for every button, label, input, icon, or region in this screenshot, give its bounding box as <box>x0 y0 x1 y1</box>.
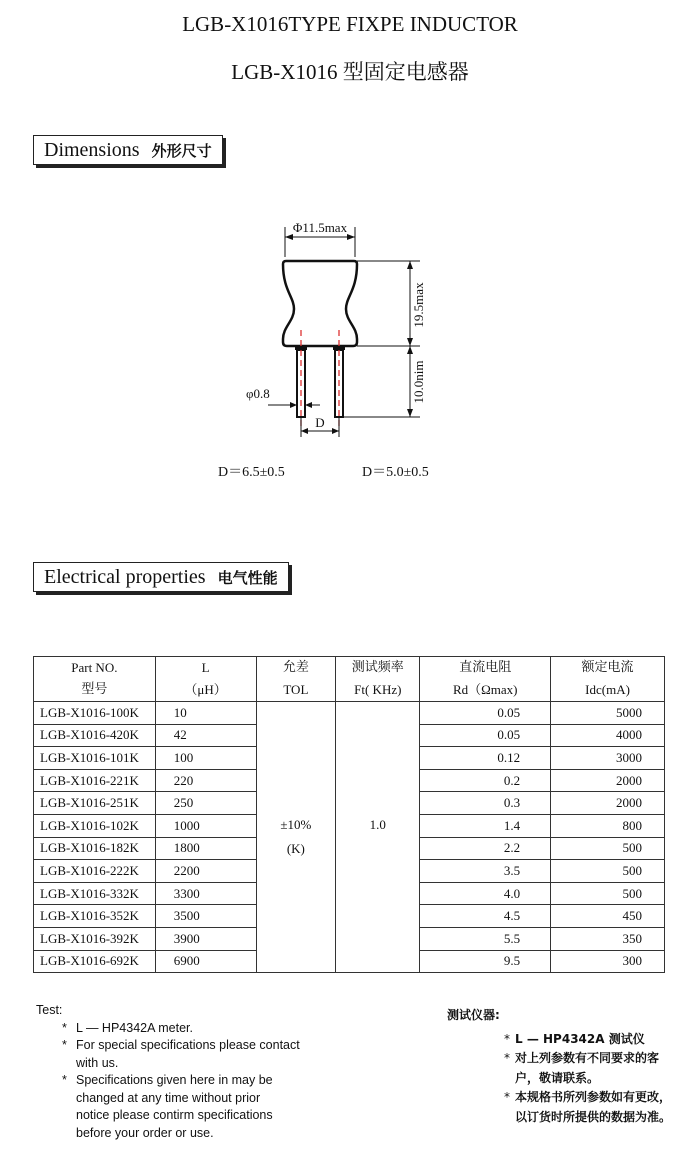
test-notes-list <box>36 1020 300 1143</box>
note-item <box>36 1020 300 1038</box>
cell-inductance: 1000 <box>155 814 256 837</box>
cell-dc-resistance: 1.4 <box>420 814 551 837</box>
document-title-en: LGB-X1016TYPE FIXPE INDUCTOR <box>182 12 518 36</box>
pitch-option-2: D＝5.0±0.5 <box>362 465 429 480</box>
bullet-icon: * <box>62 1020 67 1035</box>
cell-part-no: LGB-X1016-420K <box>34 724 156 747</box>
cell-rated-current: 3000 <box>551 747 665 770</box>
test-notes-cn-heading: 测试仪器: <box>447 1008 500 1022</box>
cell-inductance: 250 <box>155 792 256 815</box>
cell-dc-resistance: 0.05 <box>420 724 551 747</box>
note-line: L — HP4342A 测试仪 <box>515 1031 645 1046</box>
cell-rated-current: 5000 <box>551 702 665 725</box>
cell-inductance: 6900 <box>155 950 256 973</box>
arrow-pitch-right <box>332 428 339 434</box>
lead-diameter-label: φ0.8 <box>246 386 270 401</box>
cell-part-no: LGB-X1016-692K <box>34 950 156 973</box>
cell-inductance: 42 <box>155 724 256 747</box>
dimensions-label-cn: 外形尺寸 <box>151 142 212 160</box>
cell-rated-current: 500 <box>551 837 665 860</box>
electrical-label-en: Electrical properties <box>44 566 206 588</box>
test-notes-cn <box>447 1006 685 1127</box>
tolerance-code: (K) <box>286 841 305 857</box>
cell-rated-current: 500 <box>551 860 665 883</box>
pitch-label: D <box>315 415 325 430</box>
note-line: For special specifications please contact <box>76 1038 300 1052</box>
header-tol: TOL <box>256 679 336 702</box>
header-l: L <box>155 657 256 680</box>
test-notes-en <box>36 1002 300 1142</box>
cell-rated-current: 300 <box>551 950 665 973</box>
tolerance-value: ±10% <box>280 817 312 833</box>
note-line: notice please contirm specifications <box>76 1108 273 1122</box>
header-part-no: Part NO. <box>34 657 156 680</box>
arrow-lead-right <box>305 402 312 408</box>
note-line: 以订货时所提供的数据为准。 <box>515 1109 672 1124</box>
header-dc-resistance-cn: 直流电阻 <box>420 657 551 680</box>
electrical-properties-table <box>33 656 665 973</box>
inductor-body <box>283 261 357 346</box>
header-test-freq-cn: 测试频率 <box>336 657 420 680</box>
diameter-label: Φ11.5max <box>292 220 348 235</box>
table-row <box>34 702 665 725</box>
note-line: Specifications given here in may be <box>76 1073 273 1087</box>
cell-part-no: LGB-X1016-182K <box>34 837 156 860</box>
bullet-icon: * <box>62 1073 67 1087</box>
note-line: before your order or use. <box>76 1125 214 1140</box>
cell-inductance: 10 <box>155 702 256 725</box>
cell-dc-resistance: 0.3 <box>420 792 551 815</box>
note-line: 本规格书所列参数如有更改， <box>515 1090 672 1104</box>
test-notes-cn-list <box>447 1030 685 1128</box>
bullet-icon: * <box>504 1051 510 1065</box>
cell-rated-current: 500 <box>551 882 665 905</box>
table-body <box>34 702 665 973</box>
cell-inductance: 2200 <box>155 860 256 883</box>
header-rd: Rd（Ωmax) <box>420 679 551 702</box>
cell-dc-resistance: 9.5 <box>420 950 551 973</box>
header-tolerance-cn: 允差 <box>256 657 336 680</box>
arrow-right <box>347 234 355 240</box>
table-header-row-2 <box>34 679 665 702</box>
cell-dc-resistance: 3.5 <box>420 860 551 883</box>
cell-inductance: 1800 <box>155 837 256 860</box>
note-line: changed at any time without prior <box>76 1090 261 1105</box>
cell-dc-resistance: 0.2 <box>420 769 551 792</box>
cell-part-no: LGB-X1016-251K <box>34 792 156 815</box>
arrow-pitch-left <box>301 428 308 434</box>
cell-part-no: LGB-X1016-221K <box>34 769 156 792</box>
height-label: 19.5max <box>411 282 426 328</box>
cell-dc-resistance: 4.5 <box>420 905 551 928</box>
arrow-mid-up <box>407 338 413 346</box>
cell-rated-current: 2000 <box>551 792 665 815</box>
cell-tolerance <box>256 702 336 973</box>
lead-length-label: 10.0nim <box>411 360 426 404</box>
header-l-unit: （μH） <box>155 679 256 702</box>
arrow-mid-down <box>407 346 413 354</box>
dimensions-section-label <box>33 135 223 165</box>
electrical-label-cn: 电气性能 <box>217 569 278 587</box>
dimensions-label-en: Dimensions <box>44 139 140 161</box>
note-item <box>36 1072 300 1142</box>
cell-part-no: LGB-X1016-101K <box>34 747 156 770</box>
cell-part-no: LGB-X1016-332K <box>34 882 156 905</box>
test-notes-heading: Test: <box>36 1003 63 1017</box>
cell-dc-resistance: 0.12 <box>420 747 551 770</box>
note-line: 对上列参数有不同要求的客 <box>515 1051 660 1065</box>
note-item <box>447 1088 685 1127</box>
pitch-option-1: D＝6.5±0.5 <box>218 465 285 480</box>
electrical-section-label <box>33 562 289 592</box>
cell-inductance: 220 <box>155 769 256 792</box>
header-rated-current-cn: 额定电流 <box>551 657 665 680</box>
cell-inductance: 100 <box>155 747 256 770</box>
arrow-top <box>407 261 413 269</box>
inductor-dimension-diagram <box>220 205 460 445</box>
note-line: 户，敬请联系。 <box>515 1070 600 1085</box>
cell-inductance: 3500 <box>155 905 256 928</box>
bullet-icon: * <box>504 1090 510 1104</box>
header-ft: Ft( KHz) <box>336 679 420 702</box>
note-item <box>36 1037 300 1072</box>
cell-test-frequency: 1.0 <box>336 702 420 973</box>
note-line: with us. <box>76 1055 119 1070</box>
note-line: L — HP4342A meter. <box>76 1020 193 1035</box>
arrow-left <box>285 234 293 240</box>
cell-inductance: 3900 <box>155 927 256 950</box>
table-header-row-1 <box>34 657 665 680</box>
cell-part-no: LGB-X1016-392K <box>34 927 156 950</box>
cell-dc-resistance: 4.0 <box>420 882 551 905</box>
cell-rated-current: 350 <box>551 927 665 950</box>
document-title-cn: LGB-X1016 型固定电感器 <box>231 60 469 84</box>
bullet-icon: * <box>62 1038 67 1052</box>
arrow-bottom <box>407 409 413 417</box>
header-idc: Idc(mA) <box>551 679 665 702</box>
cell-inductance: 3300 <box>155 882 256 905</box>
bullet-icon: * <box>504 1031 510 1046</box>
cell-rated-current: 800 <box>551 814 665 837</box>
cell-dc-resistance: 0.05 <box>420 702 551 725</box>
cell-part-no: LGB-X1016-100K <box>34 702 156 725</box>
note-item <box>447 1030 685 1050</box>
cell-rated-current: 2000 <box>551 769 665 792</box>
cell-part-no: LGB-X1016-222K <box>34 860 156 883</box>
cell-dc-resistance: 2.2 <box>420 837 551 860</box>
cell-part-no: LGB-X1016-102K <box>34 814 156 837</box>
note-item <box>447 1049 685 1088</box>
cell-rated-current: 4000 <box>551 724 665 747</box>
cell-rated-current: 450 <box>551 905 665 928</box>
cell-dc-resistance: 5.5 <box>420 927 551 950</box>
header-model-cn: 型号 <box>34 679 156 702</box>
cell-part-no: LGB-X1016-352K <box>34 905 156 928</box>
arrow-lead-left <box>290 402 297 408</box>
